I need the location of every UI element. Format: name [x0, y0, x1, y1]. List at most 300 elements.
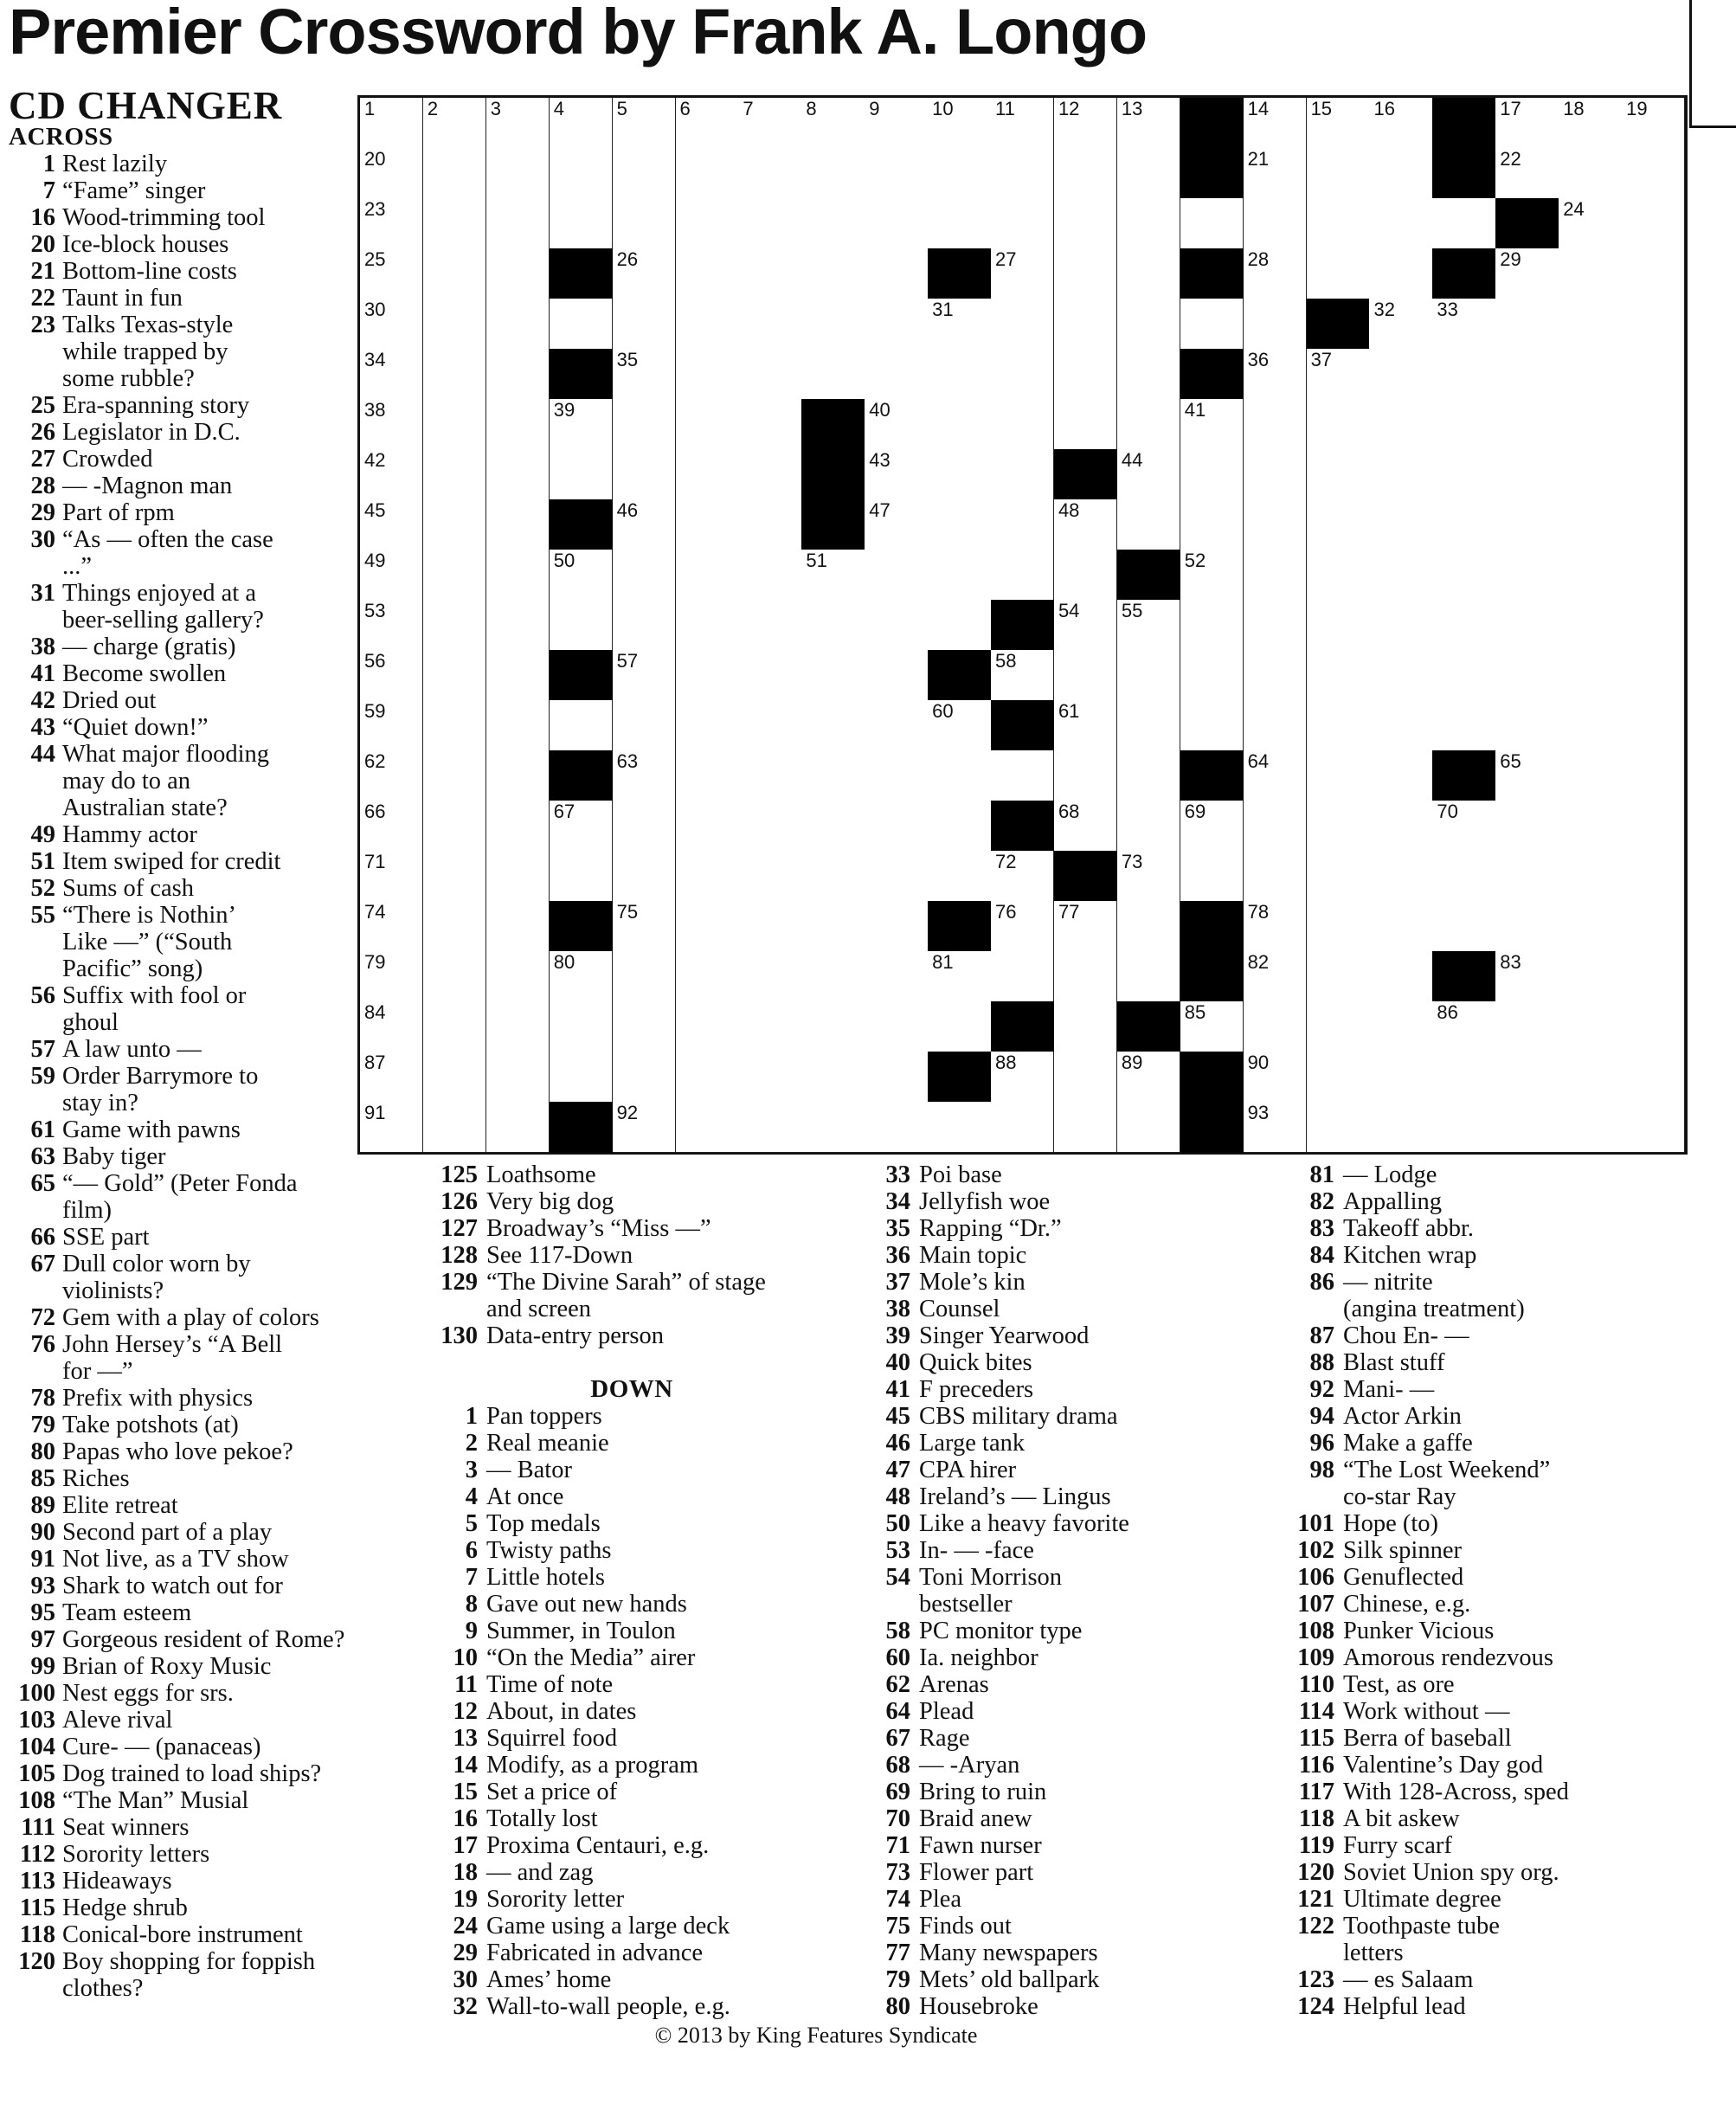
- grid-cell[interactable]: [550, 851, 613, 902]
- grid-cell[interactable]: [1495, 349, 1559, 400]
- grid-cell[interactable]: [801, 750, 865, 801]
- grid-cell[interactable]: [801, 801, 865, 852]
- grid-cell[interactable]: [613, 951, 676, 1002]
- grid-cell[interactable]: [1559, 198, 1622, 249]
- grid-cell[interactable]: [991, 650, 1054, 701]
- grid-cell[interactable]: [486, 98, 550, 149]
- grid-cell[interactable]: [738, 198, 801, 249]
- grid-cell[interactable]: [1559, 349, 1622, 400]
- grid-cell[interactable]: [1622, 750, 1685, 801]
- grid-cell[interactable]: [1307, 349, 1370, 400]
- grid-cell[interactable]: [1622, 299, 1685, 350]
- grid-cell[interactable]: [1244, 951, 1307, 1002]
- grid-cell[interactable]: [1369, 851, 1432, 902]
- grid-cell[interactable]: [613, 700, 676, 751]
- grid-cell[interactable]: [1369, 1102, 1432, 1153]
- grid-cell[interactable]: [1180, 700, 1244, 751]
- grid-cell[interactable]: [1117, 349, 1180, 400]
- grid-cell[interactable]: [423, 399, 486, 450]
- grid-cell[interactable]: [486, 1052, 550, 1103]
- grid-cell[interactable]: [550, 148, 613, 199]
- grid-cell[interactable]: [486, 299, 550, 350]
- grid-cell[interactable]: [486, 148, 550, 199]
- grid-cell[interactable]: [1307, 700, 1370, 751]
- grid-cell[interactable]: [613, 750, 676, 801]
- grid-cell[interactable]: [676, 198, 739, 249]
- grid-cell[interactable]: [1307, 1001, 1370, 1052]
- grid-cell[interactable]: [928, 98, 991, 149]
- grid-cell[interactable]: [1559, 449, 1622, 500]
- grid-cell[interactable]: [1432, 1052, 1495, 1103]
- grid-cell[interactable]: [1559, 901, 1622, 952]
- grid-cell[interactable]: [1244, 750, 1307, 801]
- grid-cell[interactable]: [1622, 148, 1685, 199]
- grid-cell[interactable]: [801, 851, 865, 902]
- grid-cell[interactable]: [928, 399, 991, 450]
- grid-cell[interactable]: [613, 98, 676, 149]
- grid-cell[interactable]: [1117, 399, 1180, 450]
- grid-cell[interactable]: [738, 449, 801, 500]
- grid-cell[interactable]: [1244, 399, 1307, 450]
- grid-cell[interactable]: [613, 349, 676, 400]
- grid-cell[interactable]: [1369, 399, 1432, 450]
- grid-cell[interactable]: [1180, 550, 1244, 601]
- grid-cell[interactable]: [486, 600, 550, 651]
- grid-cell[interactable]: [676, 600, 739, 651]
- grid-cell[interactable]: [423, 349, 486, 400]
- grid-cell[interactable]: [1117, 449, 1180, 500]
- grid-cell[interactable]: [1054, 1052, 1117, 1103]
- grid-cell[interactable]: [613, 801, 676, 852]
- grid-cell[interactable]: [1622, 901, 1685, 952]
- grid-cell[interactable]: [1369, 650, 1432, 701]
- grid-cell[interactable]: [1559, 299, 1622, 350]
- grid-cell[interactable]: [1369, 550, 1432, 601]
- grid-cell[interactable]: [1307, 1052, 1370, 1103]
- grid-cell[interactable]: [991, 349, 1054, 400]
- grid-cell[interactable]: [1307, 901, 1370, 952]
- grid-cell[interactable]: [801, 248, 865, 299]
- grid-cell[interactable]: [1622, 248, 1685, 299]
- grid-cell[interactable]: [865, 901, 928, 952]
- grid-cell[interactable]: [1117, 98, 1180, 149]
- grid-cell[interactable]: [550, 550, 613, 601]
- grid-cell[interactable]: [928, 951, 991, 1002]
- grid-cell[interactable]: [1180, 499, 1244, 550]
- grid-cell[interactable]: [1432, 299, 1495, 350]
- grid-cell[interactable]: [801, 951, 865, 1002]
- grid-cell[interactable]: [1495, 399, 1559, 450]
- grid-cell[interactable]: [486, 449, 550, 500]
- grid-cell[interactable]: [423, 951, 486, 1002]
- grid-cell[interactable]: [991, 901, 1054, 952]
- grid-cell[interactable]: [1622, 851, 1685, 902]
- grid-cell[interactable]: [865, 349, 928, 400]
- grid-cell[interactable]: [1622, 98, 1685, 149]
- grid-cell[interactable]: [1117, 851, 1180, 902]
- grid-cell[interactable]: [801, 650, 865, 701]
- grid-cell[interactable]: [801, 700, 865, 751]
- grid-cell[interactable]: [1622, 600, 1685, 651]
- grid-cell[interactable]: [1244, 1102, 1307, 1153]
- grid-cell[interactable]: [613, 198, 676, 249]
- grid-cell[interactable]: [1495, 1001, 1559, 1052]
- crossword-grid[interactable]: [360, 98, 1685, 1152]
- grid-cell[interactable]: [1244, 499, 1307, 550]
- grid-cell[interactable]: [738, 550, 801, 601]
- grid-cell[interactable]: [676, 148, 739, 199]
- grid-cell[interactable]: [1054, 951, 1117, 1002]
- grid-cell[interactable]: [738, 600, 801, 651]
- grid-cell[interactable]: [1559, 550, 1622, 601]
- grid-cell[interactable]: [865, 550, 928, 601]
- grid-cell[interactable]: [928, 349, 991, 400]
- grid-cell[interactable]: [865, 851, 928, 902]
- grid-cell[interactable]: [1117, 499, 1180, 550]
- grid-cell[interactable]: [1117, 1052, 1180, 1103]
- grid-cell[interactable]: [1244, 349, 1307, 400]
- grid-cell[interactable]: [1307, 499, 1370, 550]
- grid-cell[interactable]: [1054, 700, 1117, 751]
- grid-cell[interactable]: [1117, 148, 1180, 199]
- grid-cell[interactable]: [1369, 1001, 1432, 1052]
- grid-cell[interactable]: [928, 1102, 991, 1153]
- grid-cell[interactable]: [423, 248, 486, 299]
- grid-cell[interactable]: [1495, 750, 1559, 801]
- grid-cell[interactable]: [423, 901, 486, 952]
- grid-cell[interactable]: [1244, 600, 1307, 651]
- grid-cell[interactable]: [486, 951, 550, 1002]
- grid-cell[interactable]: [676, 248, 739, 299]
- grid-cell[interactable]: [1369, 198, 1432, 249]
- grid-cell[interactable]: [613, 550, 676, 601]
- grid-cell[interactable]: [676, 650, 739, 701]
- grid-cell[interactable]: [1180, 600, 1244, 651]
- grid-cell[interactable]: [1559, 1052, 1622, 1103]
- grid-cell[interactable]: [1307, 550, 1370, 601]
- grid-cell[interactable]: [991, 248, 1054, 299]
- grid-cell[interactable]: [738, 1052, 801, 1103]
- grid-cell[interactable]: [1307, 750, 1370, 801]
- grid-cell[interactable]: [676, 1102, 739, 1153]
- grid-cell[interactable]: [676, 901, 739, 952]
- grid-cell[interactable]: [1117, 248, 1180, 299]
- grid-cell[interactable]: [865, 248, 928, 299]
- grid-cell[interactable]: [1369, 449, 1432, 500]
- grid-cell[interactable]: [676, 1001, 739, 1052]
- grid-cell[interactable]: [613, 1001, 676, 1052]
- grid-cell[interactable]: [1244, 650, 1307, 701]
- grid-cell[interactable]: [1244, 550, 1307, 601]
- grid-cell[interactable]: [738, 1001, 801, 1052]
- grid-cell[interactable]: [738, 901, 801, 952]
- grid-cell[interactable]: [1622, 399, 1685, 450]
- grid-cell[interactable]: [991, 851, 1054, 902]
- grid-cell[interactable]: [1495, 550, 1559, 601]
- grid-cell[interactable]: [928, 1001, 991, 1052]
- grid-cell[interactable]: [550, 98, 613, 149]
- grid-cell[interactable]: [1369, 750, 1432, 801]
- grid-cell[interactable]: [928, 198, 991, 249]
- grid-cell[interactable]: [928, 750, 991, 801]
- grid-cell[interactable]: [676, 700, 739, 751]
- grid-cell[interactable]: [738, 148, 801, 199]
- grid-cell[interactable]: [423, 198, 486, 249]
- grid-cell[interactable]: [423, 851, 486, 902]
- grid-cell[interactable]: [1495, 449, 1559, 500]
- grid-cell[interactable]: [1054, 399, 1117, 450]
- grid-cell[interactable]: [1307, 851, 1370, 902]
- grid-cell[interactable]: [1307, 1102, 1370, 1153]
- grid-cell[interactable]: [613, 299, 676, 350]
- grid-cell[interactable]: [1117, 650, 1180, 701]
- grid-cell[interactable]: [1559, 951, 1622, 1002]
- grid-cell[interactable]: [486, 248, 550, 299]
- grid-cell[interactable]: [991, 951, 1054, 1002]
- grid-cell[interactable]: [991, 1052, 1054, 1103]
- grid-cell[interactable]: [865, 951, 928, 1002]
- grid-cell[interactable]: [1432, 650, 1495, 701]
- grid-cell[interactable]: [1622, 1001, 1685, 1052]
- grid-cell[interactable]: [738, 299, 801, 350]
- grid-cell[interactable]: [991, 750, 1054, 801]
- grid-cell[interactable]: [928, 299, 991, 350]
- grid-cell[interactable]: [613, 851, 676, 902]
- grid-cell[interactable]: [1180, 851, 1244, 902]
- grid-cell[interactable]: [928, 600, 991, 651]
- grid-cell[interactable]: [1432, 600, 1495, 651]
- grid-cell[interactable]: [613, 1052, 676, 1103]
- grid-cell[interactable]: [801, 600, 865, 651]
- grid-cell[interactable]: [1495, 1052, 1559, 1103]
- grid-cell[interactable]: [865, 449, 928, 500]
- grid-cell[interactable]: [1369, 951, 1432, 1002]
- grid-cell[interactable]: [423, 299, 486, 350]
- grid-cell[interactable]: [676, 349, 739, 400]
- grid-cell[interactable]: [801, 550, 865, 601]
- grid-cell[interactable]: [1307, 449, 1370, 500]
- grid-cell[interactable]: [738, 700, 801, 751]
- grid-cell[interactable]: [1054, 901, 1117, 952]
- grid-cell[interactable]: [865, 299, 928, 350]
- grid-cell[interactable]: [423, 801, 486, 852]
- grid-cell[interactable]: [550, 399, 613, 450]
- grid-cell[interactable]: [1180, 449, 1244, 500]
- grid-cell[interactable]: [1369, 1052, 1432, 1103]
- grid-cell[interactable]: [1559, 650, 1622, 701]
- grid-cell[interactable]: [676, 499, 739, 550]
- grid-cell[interactable]: [613, 148, 676, 199]
- grid-cell[interactable]: [1244, 248, 1307, 299]
- grid-cell[interactable]: [738, 399, 801, 450]
- grid-cell[interactable]: [1244, 851, 1307, 902]
- grid-cell[interactable]: [486, 901, 550, 952]
- grid-cell[interactable]: [801, 148, 865, 199]
- grid-cell[interactable]: [676, 449, 739, 500]
- grid-cell[interactable]: [1307, 148, 1370, 199]
- grid-cell[interactable]: [1432, 1001, 1495, 1052]
- grid-cell[interactable]: [738, 499, 801, 550]
- grid-cell[interactable]: [1054, 148, 1117, 199]
- grid-cell[interactable]: [738, 248, 801, 299]
- grid-cell[interactable]: [928, 499, 991, 550]
- grid-cell[interactable]: [1369, 98, 1432, 149]
- grid-cell[interactable]: [738, 650, 801, 701]
- grid-cell[interactable]: [676, 399, 739, 450]
- grid-cell[interactable]: [550, 951, 613, 1002]
- grid-cell[interactable]: [1307, 248, 1370, 299]
- grid-cell[interactable]: [1622, 198, 1685, 249]
- grid-cell[interactable]: [801, 349, 865, 400]
- grid-cell[interactable]: [865, 600, 928, 651]
- grid-cell[interactable]: [1117, 801, 1180, 852]
- grid-cell[interactable]: [991, 399, 1054, 450]
- grid-cell[interactable]: [1369, 600, 1432, 651]
- grid-cell[interactable]: [613, 449, 676, 500]
- grid-cell[interactable]: [550, 1052, 613, 1103]
- grid-cell[interactable]: [676, 1052, 739, 1103]
- grid-cell[interactable]: [991, 449, 1054, 500]
- grid-cell[interactable]: [1559, 750, 1622, 801]
- grid-cell[interactable]: [676, 550, 739, 601]
- grid-cell[interactable]: [738, 1102, 801, 1153]
- grid-cell[interactable]: [991, 198, 1054, 249]
- grid-cell[interactable]: [1054, 198, 1117, 249]
- grid-cell[interactable]: [1559, 98, 1622, 149]
- grid-cell[interactable]: [801, 98, 865, 149]
- grid-cell[interactable]: [1432, 851, 1495, 902]
- grid-cell[interactable]: [486, 801, 550, 852]
- grid-cell[interactable]: [1559, 499, 1622, 550]
- grid-cell[interactable]: [1054, 1102, 1117, 1153]
- grid-cell[interactable]: [1559, 600, 1622, 651]
- grid-cell[interactable]: [1244, 700, 1307, 751]
- grid-cell[interactable]: [738, 750, 801, 801]
- grid-cell[interactable]: [991, 1102, 1054, 1153]
- grid-cell[interactable]: [1054, 650, 1117, 701]
- grid-cell[interactable]: [676, 851, 739, 902]
- grid-cell[interactable]: [1559, 248, 1622, 299]
- grid-cell[interactable]: [1622, 650, 1685, 701]
- grid-cell[interactable]: [423, 449, 486, 500]
- grid-cell[interactable]: [1117, 901, 1180, 952]
- grid-cell[interactable]: [865, 1001, 928, 1052]
- grid-cell[interactable]: [676, 299, 739, 350]
- grid-cell[interactable]: [1622, 449, 1685, 500]
- grid-cell[interactable]: [486, 349, 550, 400]
- grid-cell[interactable]: [1369, 801, 1432, 852]
- grid-cell[interactable]: [865, 801, 928, 852]
- grid-cell[interactable]: [486, 399, 550, 450]
- grid-cell[interactable]: [1369, 299, 1432, 350]
- grid-cell[interactable]: [613, 248, 676, 299]
- grid-cell[interactable]: [550, 299, 613, 350]
- grid-cell[interactable]: [550, 801, 613, 852]
- grid-cell[interactable]: [1622, 700, 1685, 751]
- grid-cell[interactable]: [1432, 550, 1495, 601]
- grid-cell[interactable]: [991, 148, 1054, 199]
- grid-cell[interactable]: [423, 1052, 486, 1103]
- grid-cell[interactable]: [865, 148, 928, 199]
- grid-cell[interactable]: [550, 198, 613, 249]
- grid-cell[interactable]: [1495, 801, 1559, 852]
- grid-cell[interactable]: [1432, 901, 1495, 952]
- grid-cell[interactable]: [1117, 750, 1180, 801]
- grid-cell[interactable]: [1369, 248, 1432, 299]
- grid-cell[interactable]: [613, 600, 676, 651]
- grid-cell[interactable]: [486, 499, 550, 550]
- grid-cell[interactable]: [1117, 700, 1180, 751]
- grid-cell[interactable]: [801, 198, 865, 249]
- grid-cell[interactable]: [423, 600, 486, 651]
- grid-cell[interactable]: [1559, 399, 1622, 450]
- grid-cell[interactable]: [991, 98, 1054, 149]
- grid-cell[interactable]: [676, 750, 739, 801]
- grid-cell[interactable]: [423, 700, 486, 751]
- grid-cell[interactable]: [1432, 700, 1495, 751]
- grid-cell[interactable]: [928, 148, 991, 199]
- grid-cell[interactable]: [486, 750, 550, 801]
- grid-cell[interactable]: [1307, 198, 1370, 249]
- grid-cell[interactable]: [1244, 299, 1307, 350]
- grid-cell[interactable]: [676, 98, 739, 149]
- grid-cell[interactable]: [1559, 1102, 1622, 1153]
- grid-cell[interactable]: [1054, 299, 1117, 350]
- grid-cell[interactable]: [865, 499, 928, 550]
- grid-cell[interactable]: [1244, 1052, 1307, 1103]
- grid-cell[interactable]: [1559, 1001, 1622, 1052]
- grid-cell[interactable]: [1244, 1001, 1307, 1052]
- grid-cell[interactable]: [1307, 650, 1370, 701]
- grid-cell[interactable]: [1432, 1102, 1495, 1153]
- grid-cell[interactable]: [1622, 1102, 1685, 1153]
- grid-cell[interactable]: [1495, 951, 1559, 1002]
- grid-cell[interactable]: [1054, 248, 1117, 299]
- grid-cell[interactable]: [1054, 750, 1117, 801]
- grid-cell[interactable]: [423, 750, 486, 801]
- grid-cell[interactable]: [1622, 499, 1685, 550]
- grid-cell[interactable]: [423, 1001, 486, 1052]
- grid-cell[interactable]: [1432, 399, 1495, 450]
- grid-cell[interactable]: [1495, 650, 1559, 701]
- grid-cell[interactable]: [613, 499, 676, 550]
- grid-cell[interactable]: [486, 700, 550, 751]
- grid-cell[interactable]: [1495, 98, 1559, 149]
- grid-cell[interactable]: [1559, 851, 1622, 902]
- grid-cell[interactable]: [865, 700, 928, 751]
- grid-cell[interactable]: [738, 98, 801, 149]
- grid-cell[interactable]: [1244, 801, 1307, 852]
- grid-cell[interactable]: [1622, 550, 1685, 601]
- grid-cell[interactable]: [550, 700, 613, 751]
- grid-cell[interactable]: [1369, 349, 1432, 400]
- grid-cell[interactable]: [1054, 801, 1117, 852]
- grid-cell[interactable]: [1369, 499, 1432, 550]
- grid-cell[interactable]: [423, 550, 486, 601]
- grid-cell[interactable]: [1117, 600, 1180, 651]
- grid-cell[interactable]: [1307, 801, 1370, 852]
- grid-cell[interactable]: [1369, 148, 1432, 199]
- grid-cell[interactable]: [423, 499, 486, 550]
- grid-cell[interactable]: [801, 1001, 865, 1052]
- grid-cell[interactable]: [801, 299, 865, 350]
- grid-cell[interactable]: [486, 1001, 550, 1052]
- grid-cell[interactable]: [1432, 449, 1495, 500]
- grid-cell[interactable]: [1622, 349, 1685, 400]
- grid-cell[interactable]: [1495, 1102, 1559, 1153]
- grid-cell[interactable]: [613, 901, 676, 952]
- grid-cell[interactable]: [1117, 198, 1180, 249]
